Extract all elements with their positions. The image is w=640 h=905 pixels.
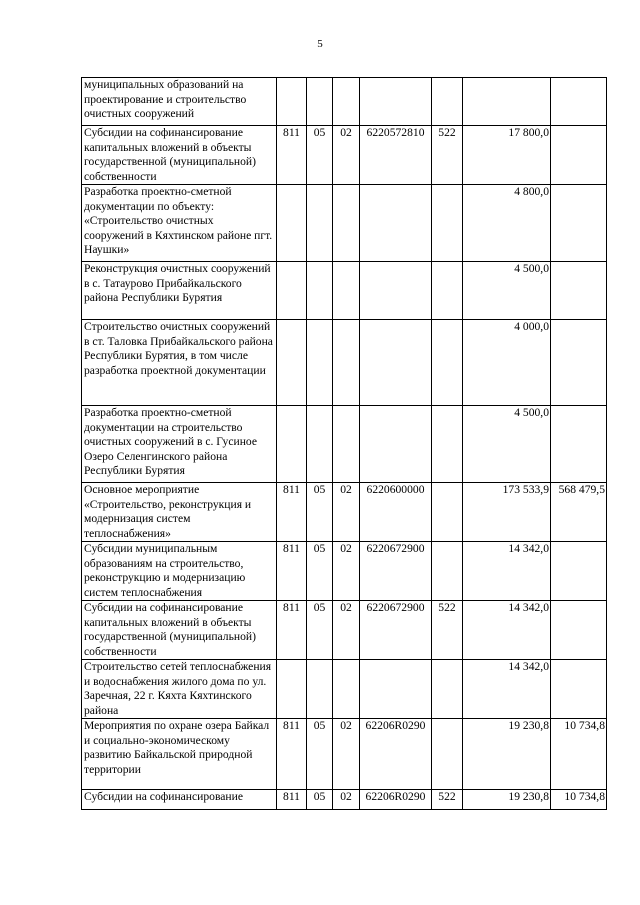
cell-amount-1: 173 533,9 (463, 483, 551, 542)
table-row (82, 262, 607, 320)
cell-grbs: 811 (277, 790, 307, 810)
cell-expense-type (432, 78, 463, 126)
table-row (82, 406, 607, 483)
cell-amount-1: 14 342,0 (463, 660, 551, 719)
cell-name: Основное мероприятие «Строительство, реконструкция и модернизация систем теплоснабжения» (82, 483, 277, 542)
table-row (82, 185, 607, 262)
cell-target-article (360, 320, 432, 406)
cell-target-article: 6220600000 (360, 483, 432, 542)
cell-grbs: 811 (277, 719, 307, 790)
cell-amount-2 (551, 542, 607, 601)
cell-amount-2 (551, 126, 607, 185)
cell-expense-type: 522 (432, 126, 463, 185)
cell-subsection (333, 185, 360, 262)
cell-amount-1: 19 230,8 (463, 719, 551, 790)
cell-expense-type (432, 320, 463, 406)
cell-amount-1: 4 500,0 (463, 262, 551, 320)
cell-subsection (333, 406, 360, 483)
cell-name: Разработка проектно-сметной документации на строительство очистных сооружений в с. Гусиное Озеро Селенгинского района Республики Бурятия (82, 406, 277, 483)
cell-expense-type (432, 406, 463, 483)
table-row (82, 542, 607, 601)
table-row (82, 320, 607, 406)
cell-target-article: 62206R0290 (360, 790, 432, 810)
cell-name: Мероприятия по охране озера Байкал и социально-экономическому развитию Байкальской природной территории (82, 719, 277, 790)
cell-grbs (277, 185, 307, 262)
cell-subsection: 02 (333, 483, 360, 542)
cell-amount-2 (551, 660, 607, 719)
table-row (82, 719, 607, 790)
cell-target-article: 6220572810 (360, 126, 432, 185)
cell-expense-type: 522 (432, 601, 463, 660)
table-row (82, 601, 607, 660)
cell-amount-2: 10 734,8 (551, 719, 607, 790)
cell-name: Строительство сетей теплоснабжения и водоснабжения жилого дома по ул. Заречная, 22 г. Кяхта Кяхтинского района (82, 660, 277, 719)
budget-table (81, 77, 607, 810)
cell-amount-1: 4 800,0 (463, 185, 551, 262)
cell-section: 05 (307, 126, 333, 185)
table-row (82, 126, 607, 185)
cell-amount-2 (551, 320, 607, 406)
cell-section (307, 262, 333, 320)
cell-section (307, 320, 333, 406)
cell-name: Разработка проектно-сметной документации по объекту: «Строительство очистных сооружений в Кяхтинском районе пгт. Наушки» (82, 185, 277, 262)
cell-target-article (360, 185, 432, 262)
cell-target-article (360, 660, 432, 719)
cell-section: 05 (307, 790, 333, 810)
cell-section: 05 (307, 601, 333, 660)
cell-name: Субсидии на софинансирование капитальных вложений в объекты государственной (муниципальной) собственности (82, 126, 277, 185)
cell-expense-type (432, 719, 463, 790)
cell-subsection (333, 660, 360, 719)
cell-amount-1: 14 342,0 (463, 601, 551, 660)
cell-target-article: 6220672900 (360, 542, 432, 601)
cell-name: Строительство очистных сооружений в ст. Таловка Прибайкальского района Республики Бурятия, в том числе разработка проектной документации (82, 320, 277, 406)
cell-grbs: 811 (277, 542, 307, 601)
cell-amount-2 (551, 185, 607, 262)
cell-amount-2 (551, 601, 607, 660)
cell-target-article: 6220672900 (360, 601, 432, 660)
cell-grbs (277, 660, 307, 719)
cell-name: муниципальных образований на проектирование и строительство очистных сооружений (82, 78, 277, 126)
cell-expense-type (432, 483, 463, 542)
cell-name: Субсидии муниципальным образованиям на строительство, реконструкцию и модернизацию систем теплоснабжения (82, 542, 277, 601)
cell-subsection: 02 (333, 719, 360, 790)
cell-name: Реконструкция очистных сооружений в с. Татаурово Прибайкальского района Республики Бурятия (82, 262, 277, 320)
cell-section (307, 406, 333, 483)
cell-target-article (360, 78, 432, 126)
cell-amount-2 (551, 406, 607, 483)
cell-name: Субсидии на софинансирование (82, 790, 277, 810)
cell-amount-2 (551, 262, 607, 320)
cell-amount-1: 19 230,8 (463, 790, 551, 810)
cell-subsection (333, 78, 360, 126)
cell-amount-1: 17 800,0 (463, 126, 551, 185)
cell-amount-1: 4 500,0 (463, 406, 551, 483)
cell-subsection: 02 (333, 601, 360, 660)
cell-grbs: 811 (277, 601, 307, 660)
cell-subsection (333, 320, 360, 406)
table-row (82, 483, 607, 542)
cell-grbs: 811 (277, 483, 307, 542)
cell-amount-1: 14 342,0 (463, 542, 551, 601)
cell-grbs (277, 406, 307, 483)
cell-subsection: 02 (333, 126, 360, 185)
cell-amount-1 (463, 78, 551, 126)
cell-subsection: 02 (333, 790, 360, 810)
cell-amount-1: 4 000,0 (463, 320, 551, 406)
cell-grbs (277, 320, 307, 406)
cell-grbs (277, 78, 307, 126)
cell-section: 05 (307, 719, 333, 790)
cell-name: Субсидии на софинансирование капитальных вложений в объекты государственной (муниципальной) собственности (82, 601, 277, 660)
table-row (82, 660, 607, 719)
cell-amount-2: 10 734,8 (551, 790, 607, 810)
cell-expense-type (432, 262, 463, 320)
cell-subsection (333, 262, 360, 320)
cell-expense-type (432, 660, 463, 719)
cell-amount-2 (551, 78, 607, 126)
cell-target-article (360, 406, 432, 483)
cell-section (307, 660, 333, 719)
cell-section (307, 185, 333, 262)
cell-section: 05 (307, 542, 333, 601)
cell-expense-type (432, 185, 463, 262)
page-number: 5 (317, 38, 323, 50)
cell-grbs (277, 262, 307, 320)
cell-amount-2: 568 479,5 (551, 483, 607, 542)
cell-grbs: 811 (277, 126, 307, 185)
cell-section (307, 78, 333, 126)
cell-subsection: 02 (333, 542, 360, 601)
cell-target-article (360, 262, 432, 320)
cell-section: 05 (307, 483, 333, 542)
cell-expense-type: 522 (432, 790, 463, 810)
table-row (82, 78, 607, 126)
cell-expense-type (432, 542, 463, 601)
table-row (82, 790, 607, 810)
cell-target-article: 62206R0290 (360, 719, 432, 790)
